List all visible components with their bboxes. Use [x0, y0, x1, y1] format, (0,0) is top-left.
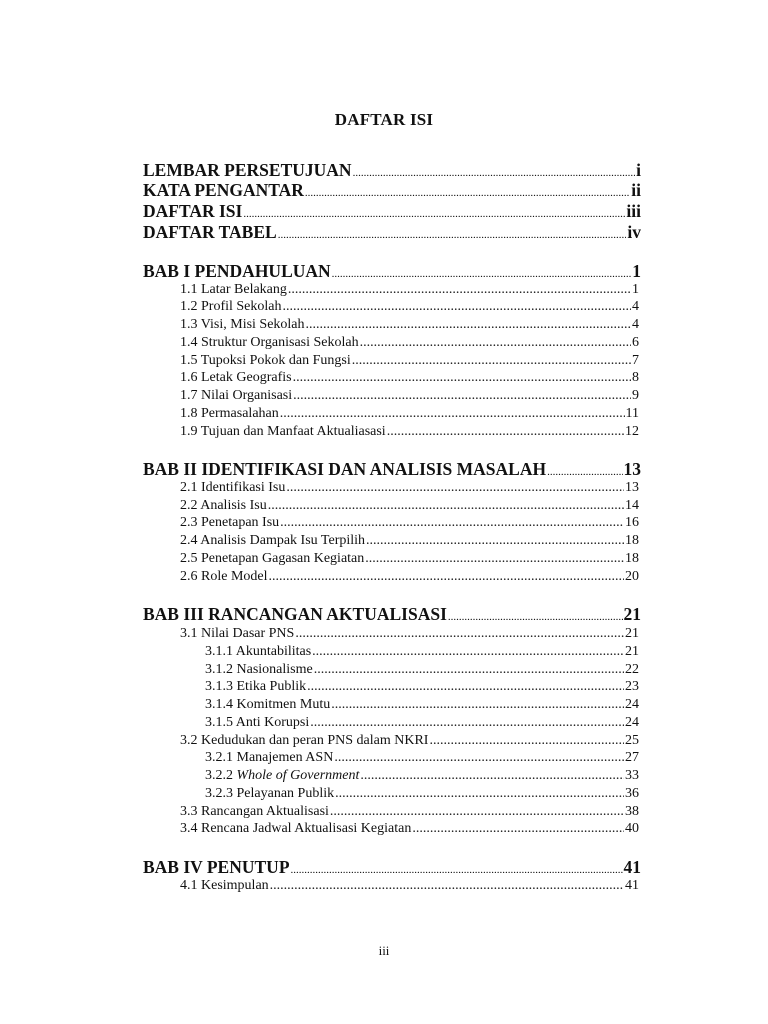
toc-page-number: 13: [625, 480, 639, 495]
toc-page-number: 18: [625, 533, 639, 548]
toc-entry-label: LEMBAR PERSETUJUAN: [143, 160, 352, 180]
toc-leader: [243, 208, 625, 220]
toc-page-number: 21: [623, 604, 641, 624]
toc-leader: [387, 424, 624, 440]
toc-entry: [205, 679, 639, 695]
toc-leader: [314, 662, 624, 678]
toc-chapter-bab-3: [143, 604, 641, 625]
toc-page-number: 21: [625, 644, 639, 659]
toc-entry-label: 1.4 Struktur Organisasi Sekolah: [180, 335, 359, 350]
toc-entry-label: 3.1.5 Anti Korupsi: [205, 715, 310, 730]
toc-leader: [307, 679, 624, 695]
toc-entry-label: 3.3 Rancangan Aktualisasi: [180, 804, 329, 819]
toc-page-number: 38: [625, 804, 639, 819]
toc-leader: [306, 317, 631, 333]
toc-entry-label: 1.2 Profil Sekolah: [180, 299, 282, 314]
toc-leader: [278, 229, 627, 241]
toc-chapter-label: BAB I PENDAHULUAN: [143, 261, 331, 281]
toc-leader: [335, 786, 624, 802]
toc-entry-label: 3.2.3 Pelayanan Publik: [205, 786, 335, 801]
toc-leader: [288, 282, 631, 298]
toc-entry-kata-pengantar: [143, 180, 641, 201]
toc-entry-label: 1.1 Latar Belakang: [180, 282, 287, 297]
toc-leader: [286, 480, 624, 496]
toc-entry: [180, 335, 639, 351]
toc-page-number: 13: [623, 459, 641, 479]
toc-page-number: i: [636, 160, 641, 180]
toc-entry: [180, 878, 639, 894]
toc-entry-label: 3.2.1 Manajemen ASN: [205, 750, 334, 765]
toc-page-number: 27: [625, 750, 639, 765]
toc-page-number: 1: [632, 261, 641, 281]
toc-entry-label: 1.6 Letak Geografis: [180, 370, 292, 385]
toc-entry-italic-title: Whole of Government: [236, 768, 360, 783]
toc-chapter-bab-1: [143, 261, 641, 282]
toc-entry-label: 1.3 Visi, Misi Sekolah: [180, 317, 305, 332]
toc-entry-daftar-tabel: [143, 222, 641, 243]
toc-entry-label: 2.1 Identifikasi Isu: [180, 480, 286, 495]
page-number: iii: [378, 943, 390, 958]
toc-leader: [412, 821, 624, 837]
toc-entry: [180, 733, 639, 749]
toc-entry-label: 2.2 Analisis Isu: [180, 498, 267, 513]
toc-entry-lembar-persetujuan: [143, 160, 641, 181]
page-title: DAFTAR ISI: [334, 110, 434, 129]
toc-leader: [291, 864, 623, 876]
toc-entry: [205, 662, 639, 678]
toc-page-number: 25: [625, 733, 639, 748]
toc-leader: [331, 697, 624, 713]
toc-entry: [205, 644, 639, 660]
toc-chapter-bab-2: [143, 459, 641, 480]
toc-leader: [268, 498, 624, 514]
toc-entry: [180, 406, 639, 422]
toc-entry-label: 3.1 Nilai Dasar PNS: [180, 626, 295, 641]
toc-entry-label: 3.1.1 Akuntabilitas: [205, 644, 312, 659]
toc-entry: [205, 768, 639, 784]
toc-page-number: 14: [625, 498, 639, 513]
toc-entry-label: 3.1.2 Nasionalisme: [205, 662, 313, 677]
toc-leader: [283, 299, 632, 315]
toc-leader: [360, 768, 624, 784]
toc-chapter-label: BAB IV PENUTUP: [143, 857, 290, 877]
toc-page-number: 16: [625, 515, 639, 530]
toc-entry-label: 2.5 Penetapan Gagasan Kegiatan: [180, 551, 365, 566]
toc-leader: [310, 715, 624, 731]
toc-entry: [180, 498, 639, 514]
toc-entry: [180, 299, 639, 315]
toc-entry-label: 1.5 Tupoksi Pokok dan Fungsi: [180, 353, 351, 368]
toc-leader: [334, 750, 624, 766]
toc-entry-label: DAFTAR ISI: [143, 201, 243, 221]
toc-entry: [180, 515, 639, 531]
toc-page-number: 7: [632, 353, 639, 368]
toc-entry-label: 2.3 Penetapan Isu: [180, 515, 280, 530]
toc-page-number: 8: [632, 370, 639, 385]
toc-entry: [180, 282, 639, 298]
toc-page-number: 40: [625, 821, 639, 836]
toc-entry-label: [205, 768, 359, 784]
toc-entry-daftar-isi: [143, 201, 641, 222]
toc-page-number: 21: [625, 626, 639, 641]
toc-page-number: 4: [632, 317, 639, 332]
toc-entry: [180, 804, 639, 820]
toc-entry-label: 3.1.3 Etika Publik: [205, 679, 307, 694]
toc-entry-label: 2.6 Role Model: [180, 569, 268, 584]
toc-leader: [332, 268, 632, 280]
toc-leader: [429, 733, 624, 749]
toc-chapter-label: BAB III RANCANGAN AKTUALISASI: [143, 604, 447, 624]
toc-leader: [280, 515, 624, 531]
toc-page-number: 41: [623, 857, 641, 877]
toc-page-number: 18: [625, 551, 639, 566]
toc-entry: [180, 821, 639, 837]
toc-entry-label: KATA PENGANTAR: [143, 180, 304, 200]
toc-page-number: ii: [631, 180, 641, 200]
toc-page-number: 23: [625, 679, 639, 694]
toc-leader: [305, 187, 630, 199]
toc-page-number: 36: [625, 786, 639, 801]
toc-page-number: 6: [632, 335, 639, 350]
toc-entry-label: 3.4 Rencana Jadwal Aktualisasi Kegiatan: [180, 821, 412, 836]
toc-entry: [180, 533, 639, 549]
toc-page-number: 22: [625, 662, 639, 677]
toc-leader: [353, 167, 636, 179]
toc-entry: [180, 388, 639, 404]
toc-entry: [180, 569, 639, 585]
toc-leader: [280, 406, 625, 422]
toc-entry-label: 1.7 Nilai Organisasi: [180, 388, 293, 403]
toc-page-number: 24: [625, 715, 639, 730]
toc-entry: [180, 317, 639, 333]
toc-page-number: 41: [625, 878, 639, 893]
toc-entry-label: 2.4 Analisis Dampak Isu Terpilih: [180, 533, 366, 548]
toc-entry-label: DAFTAR TABEL: [143, 222, 277, 242]
toc-page-number: 11: [625, 406, 639, 421]
toc-entry-label: 1.9 Tujuan dan Manfaat Aktualiasasi: [180, 424, 386, 439]
toc-leader: [312, 644, 624, 660]
toc-entry: [180, 353, 639, 369]
toc-entry: [180, 480, 639, 496]
toc-leader: [295, 626, 624, 642]
toc-leader: [352, 353, 631, 369]
toc-entry: [205, 697, 639, 713]
toc-leader: [293, 388, 631, 404]
toc-entry: [180, 626, 639, 642]
toc-entry-label: 4.1 Kesimpulan: [180, 878, 269, 893]
toc-entry-label: 3.2 Kedudukan dan peran PNS dalam NKRI: [180, 733, 429, 748]
toc-page-number: iii: [626, 201, 641, 221]
toc-entry: [180, 370, 639, 386]
toc-page-number: 12: [625, 424, 639, 439]
toc-leader: [366, 533, 624, 549]
toc-page-number: 9: [632, 388, 639, 403]
toc-page-number: iv: [627, 222, 641, 242]
toc-chapter-bab-4: [143, 857, 641, 878]
toc-entry-number: 3.2.2: [205, 768, 233, 783]
toc-leader: [330, 804, 624, 820]
toc-leader: [269, 569, 625, 585]
toc-leader: [360, 335, 631, 351]
toc-chapter-label: BAB II IDENTIFIKASI DAN ANALISIS MASALAH: [143, 459, 547, 479]
toc-leader: [293, 370, 631, 386]
toc-entry: [205, 786, 639, 802]
toc-entry: [205, 715, 639, 731]
toc-page-number: 33: [625, 768, 639, 783]
toc-entry-label: 3.1.4 Komitmen Mutu: [205, 697, 331, 712]
toc-page-number: 4: [632, 299, 639, 314]
toc-entry: [205, 750, 639, 766]
toc-page-number: 24: [625, 697, 639, 712]
toc-entry: [180, 424, 639, 440]
toc-leader: [365, 551, 624, 567]
toc-leader: [270, 878, 624, 894]
toc-leader: [448, 611, 623, 623]
toc-page-number: 20: [625, 569, 639, 584]
toc-page-number: 1: [632, 282, 639, 297]
toc-leader: [547, 466, 622, 478]
toc-entry-label: 1.8 Permasalahan: [180, 406, 279, 421]
toc-entry: [180, 551, 639, 567]
